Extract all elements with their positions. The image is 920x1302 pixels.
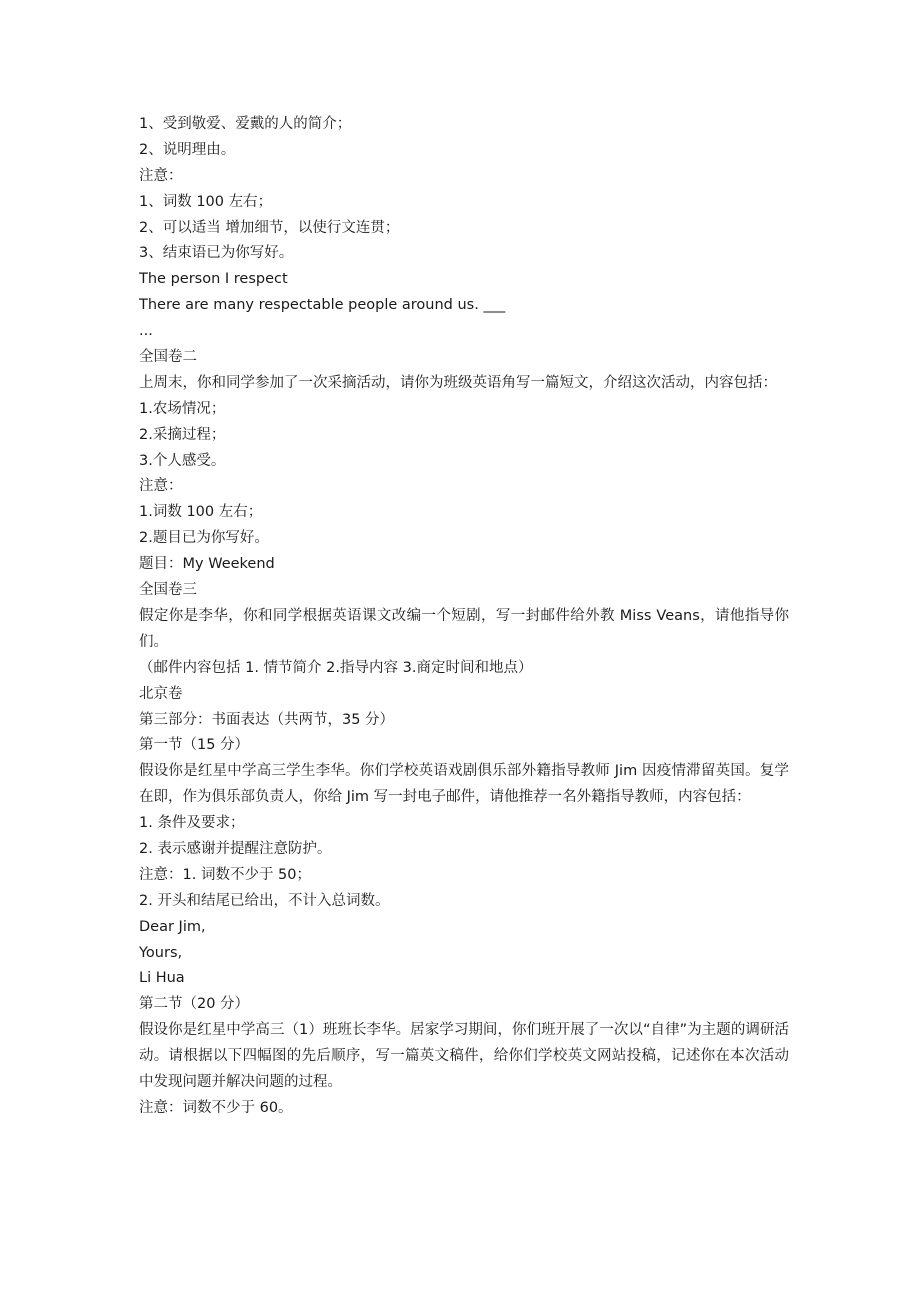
text-line: 3、结束语已为你写好。: [139, 245, 294, 262]
text-line: The person I respect: [139, 271, 288, 288]
text-paragraph: 假设你是红星中学高三（1）班班长李华。居家学习期间，你们班开展了一次以“自律”为主题的调研活动。请根据以下四幅图的先后顺序，写一篇英文稿件，给你们学校英文网站投稿，记述你在本次活动中发现问题并解决问题的过程。: [139, 1022, 789, 1091]
text-line: ...: [139, 323, 153, 340]
text-line: 2、可以适当 增加细节，以使行文连贯；: [139, 219, 400, 236]
text-line: 注意：词数不少于 60。: [139, 1099, 293, 1116]
text-line: 注意：1. 词数不少于 50；: [139, 866, 312, 883]
document-body: [139, 112, 789, 1122]
text-line: 第三部分：书面表达（共两节，35 分）: [139, 711, 395, 728]
text-line: 题目：My Weekend: [139, 556, 275, 573]
text-line: 2.题目已为你写好。: [139, 530, 269, 547]
text-line: 1. 条件及要求；: [139, 815, 245, 832]
section-heading: 北京卷: [139, 685, 183, 702]
text-line: Li Hua: [139, 970, 185, 987]
text-line: 2.采摘过程；: [139, 426, 226, 443]
text-line: 3.个人感受。: [139, 452, 226, 469]
text-line: 2. 开头和结尾已给出，不计入总词数。: [139, 892, 390, 909]
section-heading: 全国卷二: [139, 349, 197, 366]
text-line: 注意：: [139, 167, 183, 184]
text-line: 第二节（20 分）: [139, 996, 250, 1013]
text-line: 注意：: [139, 478, 183, 495]
text-line: Yours,: [139, 944, 183, 961]
text-line: 1.农场情况；: [139, 400, 226, 417]
text-paragraph: 假定你是李华，你和同学根据英语课文改编一个短剧，写一封邮件给外教 Miss Veans，请他指导你们。: [139, 607, 789, 650]
text-line: 1、受到敬爱、爱戴的人的简介；: [139, 116, 352, 132]
text-line: Dear Jim,: [139, 918, 206, 935]
text-line: 第一节（15 分）: [139, 737, 250, 754]
text-paragraph: 上周末，你和同学参加了一次采摘活动，请你为班级英语角写一篇短文，介绍这次活动，内容包括：: [139, 374, 777, 391]
text-line: 1、词数 100 左右；: [139, 193, 273, 210]
text-line: 2、说明理由。: [139, 141, 236, 158]
text-line: There are many respectable people around us. ___: [139, 297, 506, 314]
text-line: 2. 表示感谢并提醒注意防护。: [139, 841, 332, 858]
text-paragraph: 假设你是红星中学高三学生李华。你们学校英语戏剧俱乐部外籍指导教师 Jim 因疫情滞留英国。复学在即，作为俱乐部负责人，你给 Jim 写一封电子邮件，请他推荐一名外籍指导教师，内容包括：: [139, 763, 789, 806]
text-line: 1.词数 100 左右；: [139, 504, 263, 521]
text-line: （邮件内容包括 1. 情节简介 2.指导内容 3.商定时间和地点）: [139, 659, 533, 676]
section-heading: 全国卷三: [139, 582, 197, 599]
